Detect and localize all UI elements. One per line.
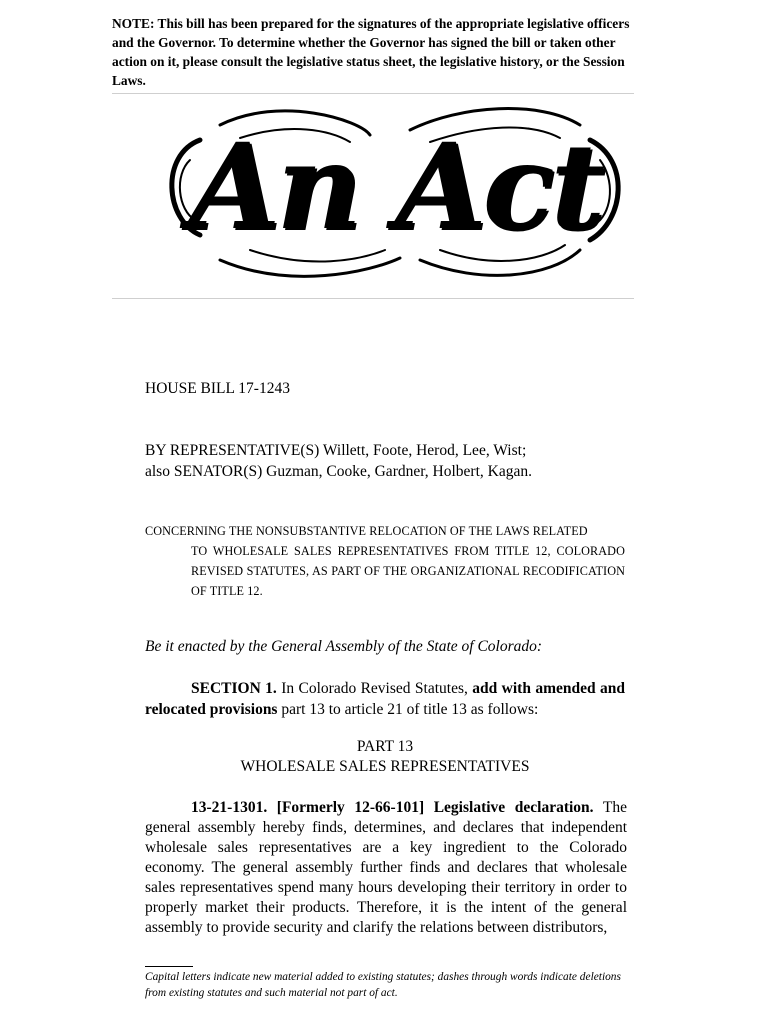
bill-title-continuation: TO WHOLESALE SALES REPRESENTATIVES FROM TITLE 12, COLORADO REVISED STATUTES, AS PART OF THE ORGANIZATIONAL RECODIFICATION OF TITLE 12. [191, 544, 625, 598]
statute-heading: 13-21-1301. [Formerly 12-66-101] Legislative declaration. [191, 799, 594, 816]
banner-bottom-rule [112, 298, 634, 299]
section-1-text-b: part 13 to article 21 of title 13 as follows: [281, 701, 539, 718]
bill-title [145, 521, 625, 601]
section-1-heading: SECTION 1. [191, 680, 277, 697]
part-number: PART 13 [356, 738, 414, 755]
footnote-rule [145, 966, 193, 967]
representatives-line: BY REPRESENTATIVE(S) Willett, Foote, Herod, Lee, Wist; [145, 442, 527, 459]
statute-section [145, 798, 627, 938]
part-heading [145, 737, 625, 777]
section-1-text-a: In Colorado Revised Statutes, [281, 680, 468, 697]
sponsors [145, 440, 532, 482]
part-title: WHOLESALE SALES REPRESENTATIVES [240, 758, 530, 775]
senators-line: also SENATOR(S) Guzman, Cooke, Gardner, Holbert, Kagan. [145, 463, 532, 480]
section-1-bold: add with amended and relocated provisions [145, 680, 626, 718]
an-act-title: An Act [188, 117, 602, 256]
bill-title-first-line: CONCERNING THE NONSUBSTANTIVE RELOCATION OF THE LAWS RELATED [145, 524, 588, 538]
footnote: Capital letters indicate new material added to existing statutes; dashes through words indicate deletions from existing statutes and such material not part of act. [145, 971, 621, 999]
section-1 [145, 678, 625, 720]
statute-text: The general assembly hereby finds, determines, and declares that independent wholesale sales representatives are a key ingredient to the Colorado economy. The general assembly further finds and declares that wholesale sales representatives spend many hours developing their territory in order to properly market their products. Therefore, it is the intent of the general assembly to provide security and clarify the relations between distributors, [145, 799, 627, 936]
an-act-banner [160, 100, 630, 290]
enacting-clause: Be it enacted by the General Assembly of the State of Colorado: [145, 638, 543, 655]
banner-top-rule [112, 93, 634, 94]
legislative-note: NOTE: This bill has been prepared for the signatures of the appropriate legislative officers and the Governor. To determine whether the Governor has signed the bill or taken other action on it, please consult the legislative status sheet, the legislative history, or the Session Laws. [112, 16, 630, 88]
bill-number: HOUSE BILL 17-1243 [145, 380, 290, 397]
